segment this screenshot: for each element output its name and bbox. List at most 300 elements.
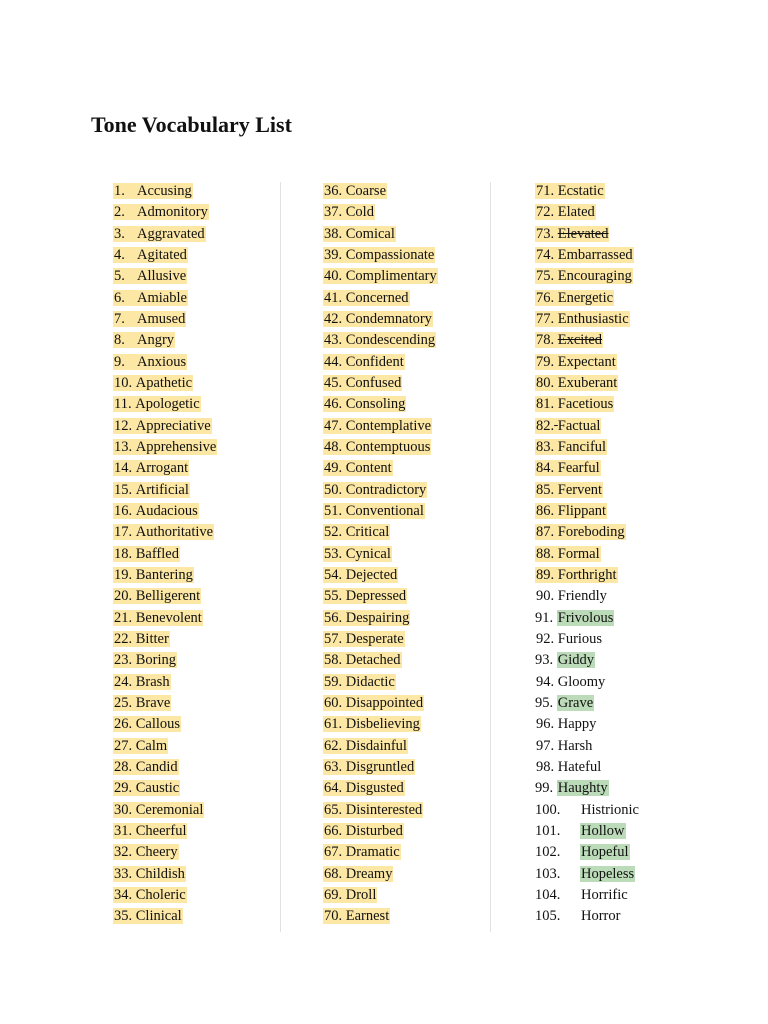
- list-item: [323, 778, 438, 799]
- list-item: [323, 245, 438, 266]
- list-item: [113, 522, 217, 543]
- list-item: [323, 821, 438, 842]
- list-item: [535, 736, 640, 757]
- list-item: [535, 352, 640, 373]
- item-number: 92.: [536, 630, 555, 647]
- list-item: [113, 480, 217, 501]
- list-item: [113, 458, 217, 479]
- list-item-entry: [323, 759, 415, 775]
- item-word: Callous: [135, 716, 181, 733]
- list-item: [113, 202, 217, 223]
- item-word: Amiable: [137, 289, 187, 306]
- list-item: [323, 864, 438, 885]
- list-item: [535, 842, 640, 863]
- item-word: Disgruntled: [345, 758, 415, 775]
- item-number: 64.: [324, 780, 343, 797]
- item-word: Detached: [345, 652, 401, 669]
- item-number: 99.: [535, 780, 554, 797]
- list-item: [113, 778, 217, 799]
- item-word: Apologetic: [135, 396, 200, 413]
- item-word: Cynical: [345, 545, 391, 562]
- list-item: [323, 544, 438, 565]
- list-item: [535, 650, 640, 671]
- item-number: 85.: [536, 481, 555, 498]
- list-item-entry: [535, 524, 626, 540]
- list-item-entry: [113, 823, 187, 839]
- item-word: Cheery: [135, 844, 178, 861]
- item-word: Encouraging: [557, 268, 632, 285]
- item-number: 95.: [535, 694, 554, 711]
- list-item: [113, 565, 217, 586]
- item-number: 47.: [324, 417, 343, 434]
- item-word: Embarrassed: [557, 246, 633, 263]
- item-word: Conventional: [345, 502, 424, 519]
- item-word: Coarse: [345, 183, 387, 199]
- column-divider: [490, 182, 491, 932]
- list-item: [535, 330, 640, 351]
- list-item-entry: [535, 247, 634, 263]
- item-word: Candid: [135, 758, 178, 775]
- list-item: [323, 373, 438, 394]
- list-item: [323, 437, 438, 458]
- list-item: [535, 906, 640, 927]
- item-number: 89.: [536, 566, 555, 583]
- list-item: [323, 586, 438, 607]
- item-word: Formal: [557, 545, 600, 562]
- list-item-entry: [113, 631, 170, 647]
- item-number: 87.: [536, 524, 555, 541]
- item-word: Exuberant: [557, 374, 618, 391]
- list-item-entry: [323, 354, 405, 370]
- list-item: [113, 864, 217, 885]
- item-number: 13.: [114, 438, 133, 455]
- item-number: 90.: [536, 588, 555, 605]
- list-item-entry: [535, 290, 614, 306]
- item-number: 80.: [536, 374, 555, 391]
- list-item: [535, 437, 640, 458]
- list-item: [323, 330, 438, 351]
- item-word: Complimentary: [345, 268, 437, 285]
- list-item: [113, 629, 217, 650]
- item-word: Harsh: [557, 737, 593, 754]
- list-item-entry: [323, 460, 393, 476]
- list-item-entry: [323, 226, 396, 242]
- item-number: 72.: [536, 204, 555, 221]
- item-number: 77.: [536, 310, 555, 327]
- item-number: 4.: [114, 246, 125, 263]
- list-item-entry: [557, 695, 594, 711]
- list-item-entry: [323, 204, 375, 220]
- list-item-entry: [113, 460, 189, 476]
- item-word: Agitated: [137, 246, 187, 263]
- item-number: 34.: [114, 886, 133, 903]
- list-item-entry: [580, 908, 621, 924]
- item-number: 42.: [324, 310, 343, 327]
- list-item-entry: [113, 439, 217, 455]
- list-item-entry: [535, 716, 597, 732]
- item-number: 26.: [114, 716, 133, 733]
- list-item-entry: [535, 226, 609, 242]
- list-item-entry: [323, 418, 432, 434]
- list-item: [113, 224, 217, 245]
- item-number: 63.: [324, 758, 343, 775]
- list-item: [535, 672, 640, 693]
- item-number: 28.: [114, 758, 133, 775]
- item-number: 94.: [536, 673, 555, 690]
- list-item: [323, 757, 438, 778]
- list-item-entry: [113, 908, 183, 924]
- item-word: Disturbed: [345, 822, 403, 839]
- list-item-entry: [113, 482, 190, 498]
- item-word: Calm: [135, 737, 168, 754]
- list-item-entry: [113, 738, 168, 754]
- list-item: [535, 522, 640, 543]
- item-word: Boring: [135, 652, 177, 669]
- item-number: 102.: [535, 844, 561, 861]
- item-word: Giddy: [557, 652, 594, 669]
- list-item: [113, 800, 217, 821]
- list-item-entry: [323, 332, 436, 348]
- list-item-entry: [113, 290, 188, 306]
- item-word: Concerned: [345, 289, 409, 306]
- item-number: 56.: [324, 609, 343, 626]
- list-item: [113, 330, 217, 351]
- list-item-entry: [113, 802, 204, 818]
- item-number: 16.: [114, 502, 133, 519]
- item-number: 21.: [114, 609, 133, 626]
- list-item-entry: [113, 311, 186, 327]
- list-item-entry: [323, 738, 408, 754]
- item-word: Elevated: [557, 225, 609, 242]
- item-number: 58.: [324, 652, 343, 669]
- list-item: [535, 394, 640, 415]
- item-number: 70.: [324, 908, 343, 925]
- list-item: [113, 906, 217, 927]
- list-item: [113, 650, 217, 671]
- list-item-entry: [113, 524, 214, 540]
- item-number: 81.: [536, 396, 555, 413]
- item-word: Frivolous: [557, 609, 614, 626]
- item-number: 105.: [535, 908, 561, 925]
- list-item: [113, 309, 217, 330]
- list-item-entry: [535, 738, 593, 754]
- vocabulary-column-3: [535, 181, 640, 927]
- item-number: 88.: [536, 545, 555, 562]
- list-item-entry: [535, 759, 602, 775]
- list-item-entry: [113, 503, 199, 519]
- page-title: Tone Vocabulary List: [91, 112, 292, 137]
- item-number: 44.: [324, 353, 343, 370]
- item-number: 55.: [324, 588, 343, 605]
- list-item-entry: [323, 866, 393, 882]
- list-item: [323, 181, 438, 202]
- item-number: 25.: [114, 694, 133, 711]
- list-item: [323, 288, 438, 309]
- item-word: Disbelieving: [345, 716, 420, 733]
- item-word: Cold: [345, 204, 374, 221]
- item-word: Happy: [557, 716, 597, 733]
- item-number: 5.: [114, 268, 125, 285]
- list-item-entry: [323, 183, 387, 199]
- list-item: [113, 672, 217, 693]
- list-item: [535, 800, 640, 821]
- list-item-entry: [535, 546, 601, 562]
- list-item: [535, 693, 640, 714]
- item-word: Childish: [135, 865, 185, 882]
- item-word: Excited: [557, 332, 603, 349]
- list-item: [323, 885, 438, 906]
- item-word: Dejected: [345, 566, 398, 583]
- item-word: Hollow: [581, 822, 625, 839]
- list-item-entry: [113, 375, 193, 391]
- list-item: [113, 608, 217, 629]
- list-item: [323, 608, 438, 629]
- item-number: 75.: [536, 268, 555, 285]
- item-word: Facetious: [557, 396, 614, 413]
- list-item-entry: [113, 759, 179, 775]
- item-word: Dramatic: [345, 844, 400, 861]
- item-number: 76.: [536, 289, 555, 306]
- list-item-entry: [113, 866, 186, 882]
- item-word: Elated: [557, 204, 595, 221]
- item-number: 71.: [536, 183, 555, 199]
- item-word: Caustic: [135, 780, 180, 797]
- list-item-entry: [113, 887, 187, 903]
- list-item-entry: [323, 695, 424, 711]
- list-item: [113, 885, 217, 906]
- list-item-entry: [580, 887, 629, 903]
- item-word: Hopeful: [581, 844, 629, 861]
- list-item-entry: [323, 844, 401, 860]
- column-divider: [280, 182, 281, 932]
- list-item-entry: [535, 396, 614, 412]
- item-number: 84.: [536, 460, 555, 477]
- list-item: [113, 394, 217, 415]
- item-number: 36.: [324, 183, 343, 199]
- item-word: Disdainful: [345, 737, 407, 754]
- list-item: [323, 842, 438, 863]
- list-item: [535, 181, 640, 202]
- list-item: [535, 480, 640, 501]
- item-number: 69.: [324, 886, 343, 903]
- list-item-entry: [323, 524, 390, 540]
- list-item-entry: [323, 652, 402, 668]
- list-item: [113, 757, 217, 778]
- item-word: Dreamy: [345, 865, 393, 882]
- list-item-entry: [323, 482, 427, 498]
- list-item: [535, 224, 640, 245]
- item-number: 23.: [114, 652, 133, 669]
- item-number: 20.: [114, 588, 133, 605]
- list-item: [535, 757, 640, 778]
- list-item-entry: [113, 780, 180, 796]
- list-item-entry: [323, 588, 407, 604]
- item-number: 15.: [114, 481, 133, 498]
- item-number: 30.: [114, 801, 133, 818]
- list-item-entry: [535, 354, 617, 370]
- list-item-entry: [535, 375, 618, 391]
- item-number: 57.: [324, 630, 343, 647]
- list-item-entry: [535, 268, 633, 284]
- item-number: 52.: [324, 524, 343, 541]
- item-number: 22.: [114, 630, 133, 647]
- list-item-entry: [113, 546, 180, 562]
- list-item-entry: [323, 908, 390, 924]
- list-item: [535, 714, 640, 735]
- item-number: 12.: [114, 417, 133, 434]
- item-word: Enthusiastic: [557, 310, 629, 327]
- item-number: 82.: [536, 417, 555, 434]
- list-item-entry: [323, 503, 425, 519]
- list-item-entry: [323, 567, 398, 583]
- item-word: Horrific: [581, 886, 628, 903]
- item-number: 103.: [535, 865, 561, 882]
- item-word: Angry: [137, 332, 175, 349]
- list-item: [323, 480, 438, 501]
- item-word: Forthright: [557, 566, 617, 583]
- list-item-entry: [323, 823, 404, 839]
- item-number: 97.: [536, 737, 555, 754]
- list-item-entry: [323, 290, 410, 306]
- item-number: 62.: [324, 737, 343, 754]
- item-word: Earnest: [345, 908, 390, 925]
- list-item: [535, 202, 640, 223]
- list-item: [323, 672, 438, 693]
- list-item: [113, 373, 217, 394]
- item-word: Fearful: [557, 460, 600, 477]
- list-item: [535, 309, 640, 330]
- item-number: 67.: [324, 844, 343, 861]
- list-item: [113, 437, 217, 458]
- item-number: 31.: [114, 822, 133, 839]
- item-number: 49.: [324, 460, 343, 477]
- list-item: [323, 650, 438, 671]
- list-item-entry: [113, 268, 187, 284]
- item-word: Foreboding: [557, 524, 625, 541]
- item-number: 51.: [324, 502, 343, 519]
- list-item: [535, 778, 640, 799]
- list-item-entry: [113, 844, 179, 860]
- list-item-entry: [323, 546, 392, 562]
- list-item-entry: [580, 844, 630, 860]
- item-word: Benevolent: [135, 609, 202, 626]
- item-word: Allusive: [137, 268, 187, 285]
- item-word: Confident: [345, 353, 404, 370]
- list-item-entry: [323, 887, 377, 903]
- list-item: [113, 181, 217, 202]
- list-item: [323, 565, 438, 586]
- list-item: [535, 864, 640, 885]
- list-item-entry: [557, 610, 615, 626]
- item-word: Content: [345, 460, 392, 477]
- item-word: Consoling: [345, 396, 406, 413]
- item-word: Disinterested: [345, 801, 423, 818]
- item-number: 19.: [114, 566, 133, 583]
- list-item-entry: [323, 396, 406, 412]
- item-word: Grave: [557, 694, 594, 711]
- list-item: [535, 458, 640, 479]
- item-word: Cheerful: [135, 822, 187, 839]
- item-word: Apprehensive: [135, 438, 217, 455]
- item-number: 29.: [114, 780, 133, 797]
- item-word: Authoritative: [135, 524, 214, 541]
- item-word: Haughty: [557, 780, 608, 797]
- item-word: Furious: [557, 630, 603, 647]
- item-number: 78.: [536, 332, 555, 349]
- item-number: 3.: [114, 225, 125, 242]
- item-number: 46.: [324, 396, 343, 413]
- list-item-entry: [535, 567, 618, 583]
- item-number: 96.: [536, 716, 555, 733]
- list-item-entry: [113, 716, 181, 732]
- item-number: 100.: [535, 801, 561, 818]
- item-number: 101.: [535, 822, 561, 839]
- item-number: 41.: [324, 289, 343, 306]
- item-number: 35.: [114, 908, 133, 925]
- list-item: [323, 629, 438, 650]
- item-word: Disgusted: [345, 780, 404, 797]
- list-item-entry: [323, 716, 421, 732]
- list-item: [113, 821, 217, 842]
- item-number: 27.: [114, 737, 133, 754]
- item-number: 53.: [324, 545, 343, 562]
- list-item-entry: [323, 780, 405, 796]
- item-number: 14.: [114, 460, 133, 477]
- list-item-entry: [113, 652, 177, 668]
- list-item: [113, 693, 217, 714]
- item-word: Friendly: [557, 588, 607, 605]
- item-number: 9.: [114, 353, 125, 370]
- item-word: Depressed: [345, 588, 407, 605]
- list-item-entry: [113, 332, 175, 348]
- item-number: 61.: [324, 716, 343, 733]
- item-word: Audacious: [135, 502, 198, 519]
- list-item: [323, 714, 438, 735]
- item-number: 104.: [535, 886, 561, 903]
- list-item-entry: [535, 332, 603, 348]
- item-word: Brash: [135, 673, 170, 690]
- item-word: Baffled: [135, 545, 179, 562]
- list-item-entry: [557, 780, 609, 796]
- list-item: [113, 266, 217, 287]
- list-item-entry: [535, 460, 601, 476]
- item-number: 54.: [324, 566, 343, 583]
- item-number: 8.: [114, 332, 125, 349]
- list-item: [535, 544, 640, 565]
- item-word: Disappointed: [345, 694, 424, 711]
- list-item-entry: [580, 866, 635, 882]
- item-number: 68.: [324, 865, 343, 882]
- list-item-entry: [557, 652, 595, 668]
- list-item: [323, 224, 438, 245]
- list-item: [113, 736, 217, 757]
- list-item-entry: [535, 631, 603, 647]
- item-number: 32.: [114, 844, 133, 861]
- vocabulary-column-1: [113, 181, 217, 927]
- list-item-entry: [323, 268, 438, 284]
- item-word: Ceremonial: [135, 801, 204, 818]
- item-word: Ecstatic: [557, 183, 604, 199]
- list-item: [323, 906, 438, 927]
- item-number: 73.: [536, 225, 555, 242]
- list-item-entry: [323, 247, 435, 263]
- list-item: [323, 458, 438, 479]
- item-number: 7.: [114, 310, 125, 327]
- item-word: Belligerent: [135, 588, 201, 605]
- list-item: [535, 629, 640, 650]
- item-number: 39.: [324, 246, 343, 263]
- item-number: 59.: [324, 673, 343, 690]
